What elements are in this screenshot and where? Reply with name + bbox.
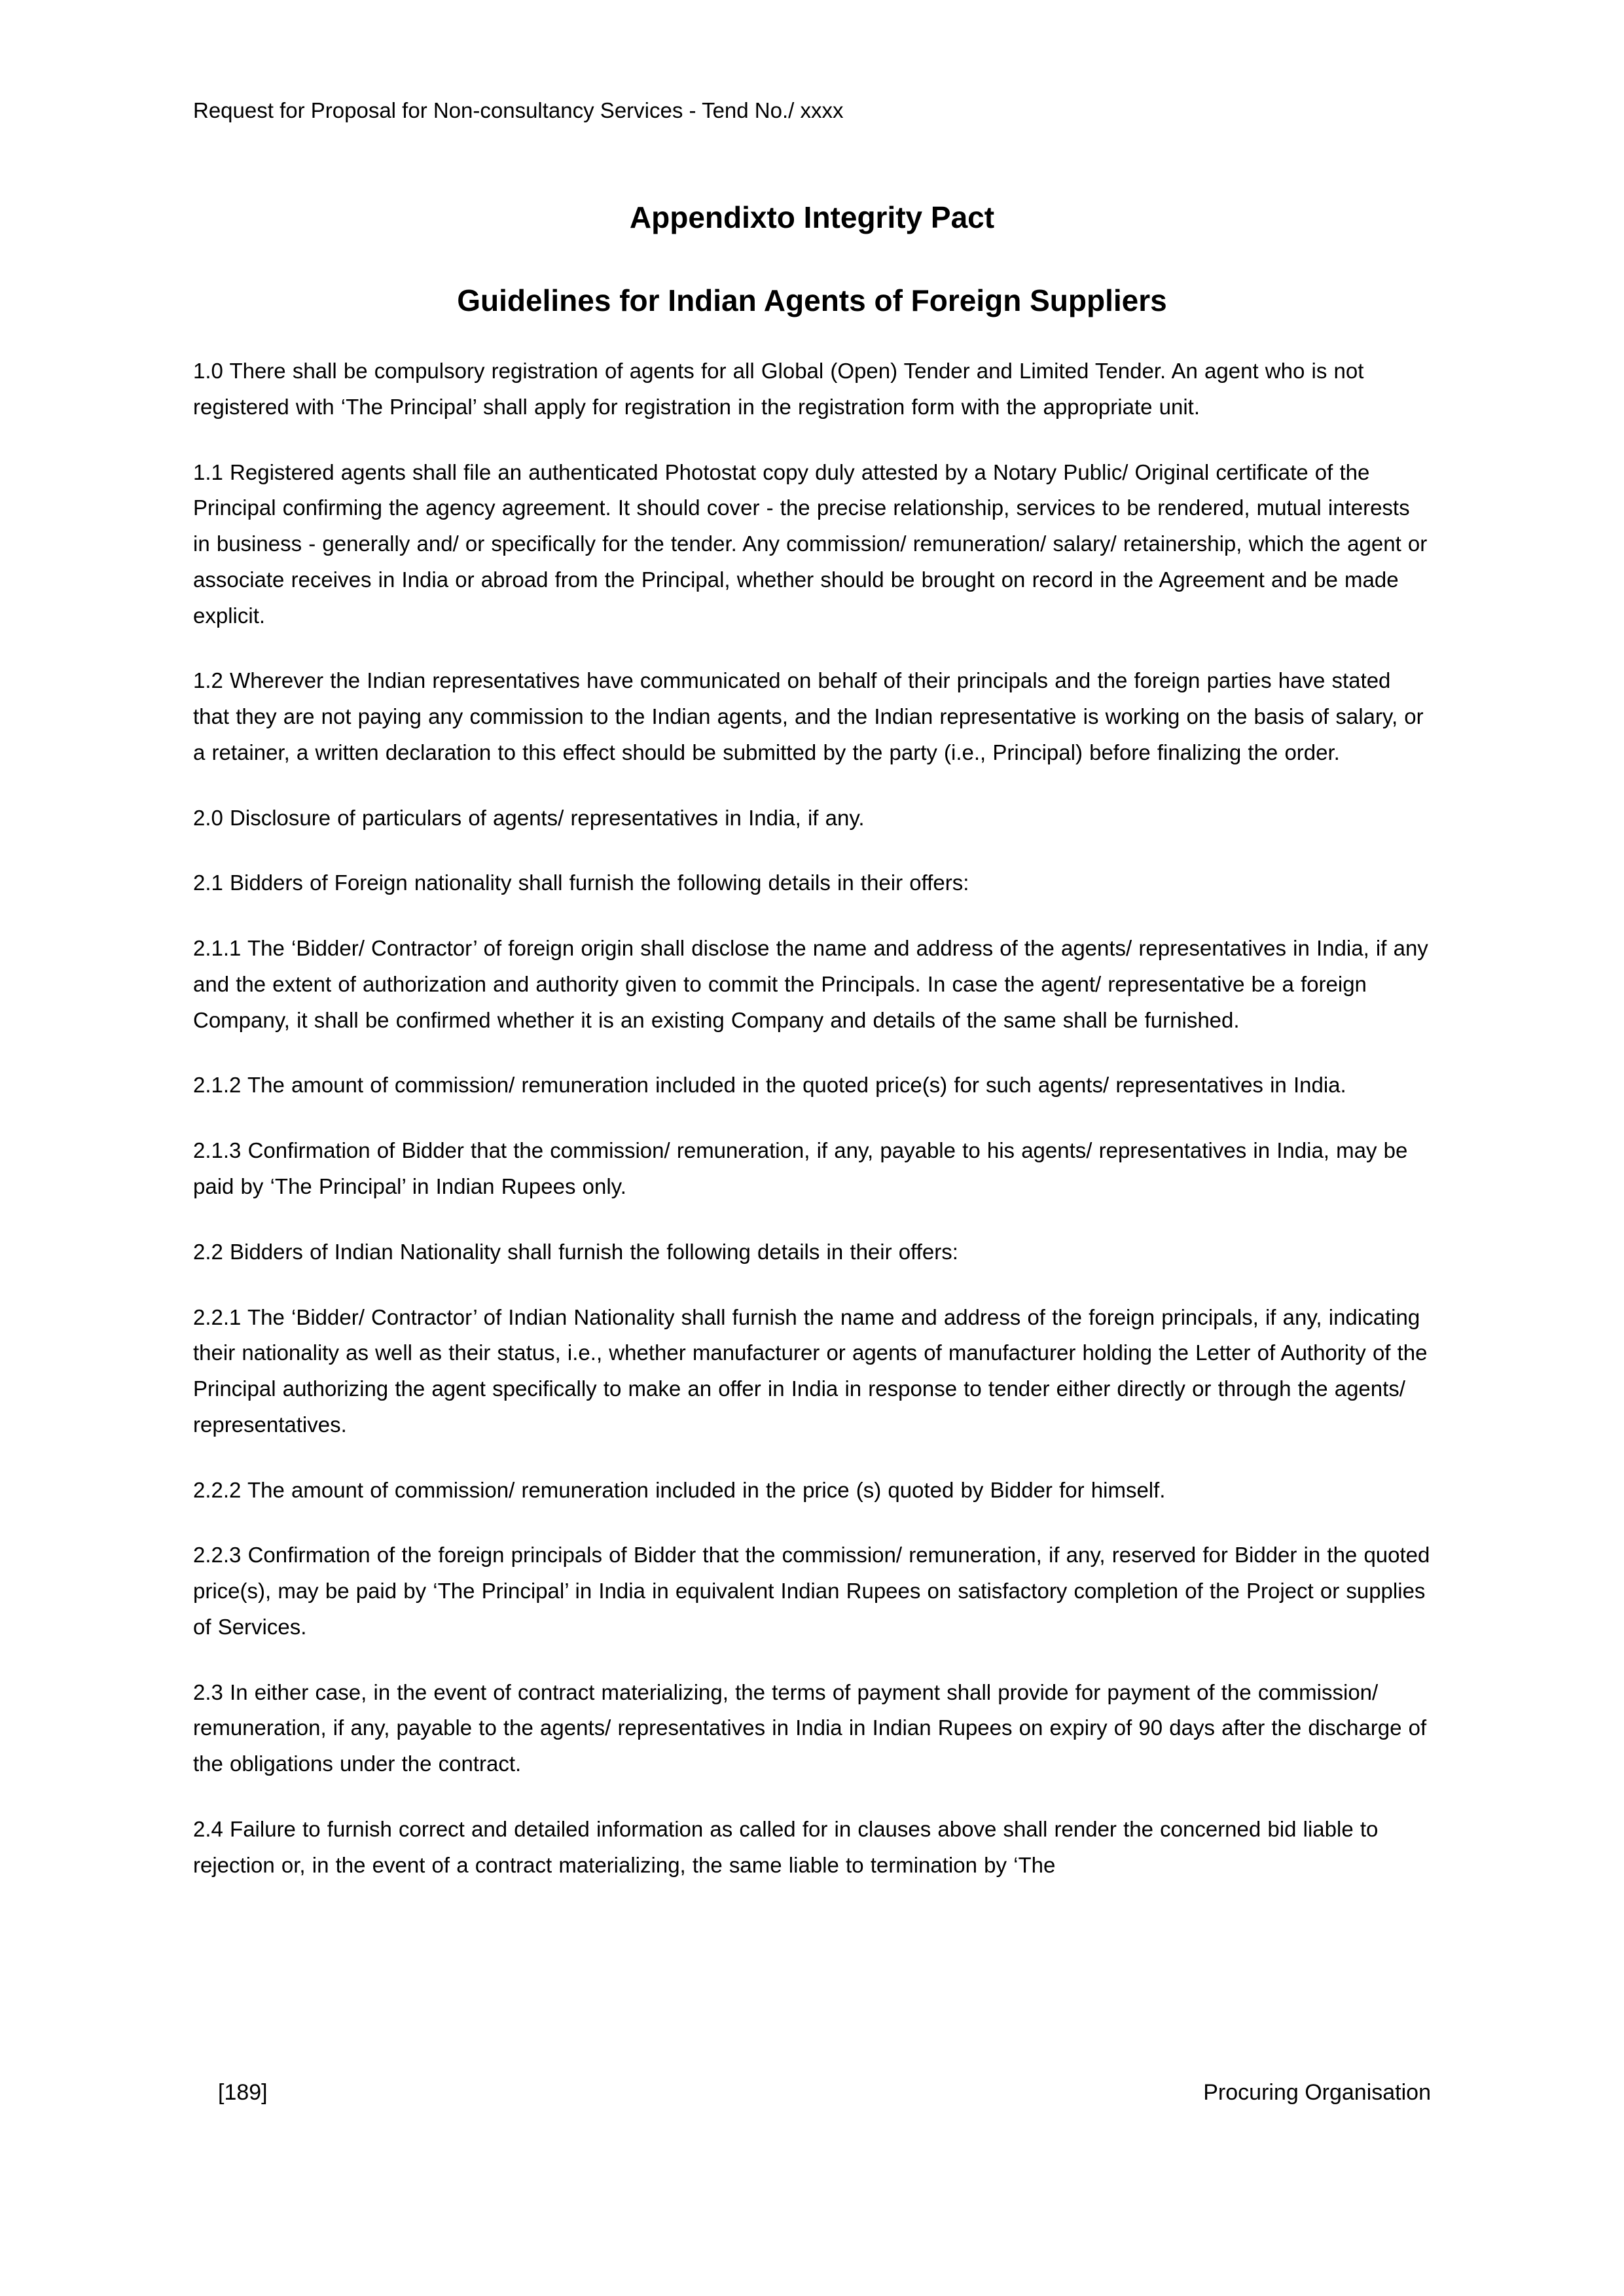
footer-organisation-label: Procuring Organisation	[1203, 2080, 1431, 2105]
paragraph: 2.2 Bidders of Indian Nationality shall furnish the following details in their offers:	[193, 1239, 958, 1264]
paragraph: 1.1 Registered agents shall file an authenticated Photostat copy duly attested by a Notary Public/ Original certificate of the Principal confirming the agency agreement. It should cover - the precise relationship, services to be rendered, mutual interests in business - generally and/ or specifically for the tender. Any commission/ remuneration/ salary/ retainership, which the agent or associate receives in India or abroad from the Principal, whether should be brought on record in the Agreement and be made explicit.	[193, 459, 1428, 628]
document-footer	[193, 2080, 1431, 2106]
paragraph: 2.1.1 The ‘Bidder/ Contractor’ of foreign origin shall disclose the name and address of the agents/ representatives in India, if any and the extent of authorization and authority given to commit the Principals. In case the agent/ representative be a foreign Company, it shall be confirmed whether it is an existing Company and details of the same shall be furnished.	[193, 936, 1428, 1032]
page-subtitle: Guidelines for Indian Agents of Foreign Suppliers	[457, 283, 1167, 317]
document-body	[193, 353, 1432, 1913]
page-number: [189]	[218, 2080, 268, 2105]
document-header: Request for Proposal for Non-consultancy Services - Tend No./ xxxx	[193, 98, 844, 122]
paragraph: 2.1.2 The amount of commission/ remuneration included in the quoted price(s) for such agents/ representatives in India.	[193, 1073, 1346, 1098]
paragraph: 2.1 Bidders of Foreign nationality shall furnish the following details in their offers:	[193, 870, 969, 895]
paragraph: 2.2.1 The ‘Bidder/ Contractor’ of Indian Nationality shall furnish the name and address of the foreign principals, if any, indicating their nationality as well as their status, i.e., whether manufacturer or agents of manufacturer holding the Letter of Authority of the Principal authorizing the agent specifically to make an offer in India in response to tender either directly or through the agents/ representatives.	[193, 1304, 1428, 1437]
paragraph: 2.0 Disclosure of particulars of agents/ representatives in India, if any.	[193, 805, 865, 830]
paragraph: 2.4 Failure to furnish correct and detailed information as called for in clauses above shall render the concerned bid liable to rejection or, in the event of a contract materializing, the same liable to termination by ‘The	[193, 1816, 1379, 1877]
paragraph: 2.2.2 The amount of commission/ remuneration included in the price (s) quoted by Bidder for himself.	[193, 1477, 1166, 1502]
paragraph: 2.3 In either case, in the event of contract materializing, the terms of payment shall provide for payment of the commission/ remuneration, if any, payable to the agents/ representatives in India in Indian Rupees on expiry of 90 days after the discharge of the obligations under the contract.	[193, 1679, 1427, 1776]
paragraph: 1.0 There shall be compulsory registration of agents for all Global (Open) Tender and Limited Tender. An agent who is not registered with ‘The Principal’ shall apply for registration in the registration form with the appropriate unit.	[193, 359, 1364, 419]
paragraph: 2.1.3 Confirmation of Bidder that the commission/ remuneration, if any, payable to his agents/ representatives in India, may be paid by ‘The Principal’ in Indian Rupees only.	[193, 1138, 1408, 1199]
page-title: Appendixto Integrity Pact	[629, 200, 995, 234]
paragraph: 2.2.3 Confirmation of the foreign principals of Bidder that the commission/ remuneration, if any, reserved for Bidder in the quoted price(s), may be paid by ‘The Principal’ in India in equivalent Indian Rupees on satisfactory completion of the Project or supplies of Services.	[193, 1543, 1430, 1639]
paragraph: 1.2 Wherever the Indian representatives have communicated on behalf of their principals and the foreign parties have stated that they are not paying any commission to the Indian agents, and the Indian representative is working on the basis of salary, or a retainer, a written declaration to this effect should be submitted by the party (i.e., Principal) before finalizing the order.	[193, 668, 1424, 764]
